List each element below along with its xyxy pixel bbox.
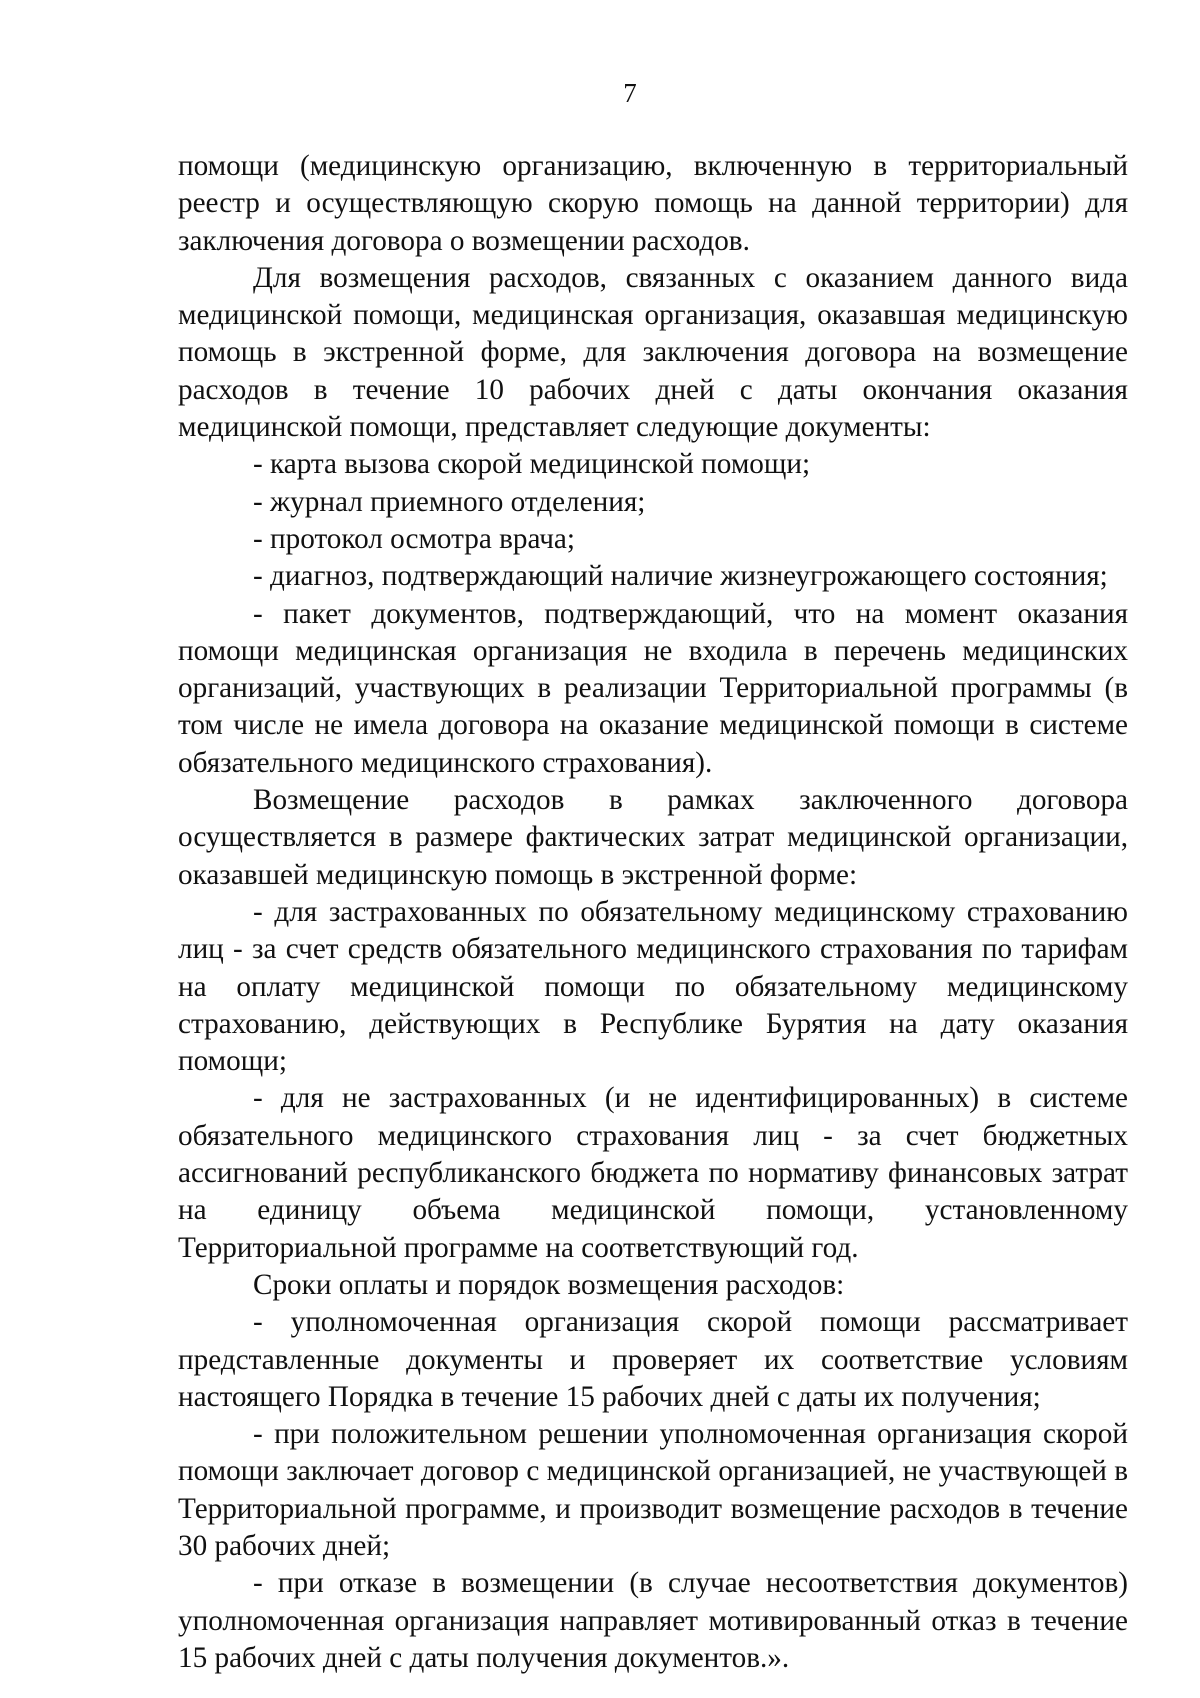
list-item-exam-protocol: - протокол осмотра врача; xyxy=(253,522,575,555)
list-item-review: - уполномоченная организация скорой помощи рассматривает представленные документы и проверяет их соответствие условиям настоящего Порядка в течение 15 рабочих дней с даты их получения; xyxy=(178,1306,1128,1413)
paragraph-reimbursement: Возмещение расходов в рамках заключенного договора осуществляется в размере фактических затрат медицинской организации, оказавшей медицинскую помощь в экстренной форме: xyxy=(178,784,1128,891)
document-body xyxy=(178,148,1128,1677)
paragraph-2: Для возмещения расходов, связанных с оказанием данного вида медицинской помощи, медицинская организация, оказавшая медицинскую помощь в экстренной форме, для заключения договора на возмещение расходов в течение 10 рабочих дней с даты окончания оказания медицинской помощи, представляет следующие документы: xyxy=(178,261,1128,444)
list-item-document-package: - пакет документов, подтверждающий, что на момент оказания помощи медицинская организация не входила в перечень медицинских организаций, участвующих в реализации Территориальной программы (в том числе не имела договора на оказание медицинской помощи в системе обязательного медицинского страхования). xyxy=(178,597,1128,779)
list-item-call-card: - карта вызова скорой медицинской помощи; xyxy=(253,448,811,481)
paragraph-payment-terms: Сроки оплаты и порядок возмещения расходов: xyxy=(253,1268,845,1301)
page-number: 7 xyxy=(623,78,637,108)
paragraph-1: помощи (медицинскую организацию, включенную в территориальный реестр и осуществляющую скорую помощь на данной территории) для заключения договора о возмещении расходов. xyxy=(178,150,1128,257)
list-item-positive-decision: - при положительном решении уполномоченная организация скорой помощи заключает договор с медицинской организацией, не участвующей в Территориальной программе, и производит возмещение расходов в течение 30 рабочих дней; xyxy=(178,1418,1128,1562)
list-item-uninsured: - для не застрахованных (и не идентифицированных) в системе обязательного медицинского страхования лиц - за счет бюджетных ассигнований республиканского бюджета по нормативу финансовых затрат на единицу объема медицинской помощи, установленному Территориальной программе на соответствующий год. xyxy=(178,1082,1128,1264)
list-item-diagnosis: - диагноз, подтверждающий наличие жизнеугрожающего состояния; xyxy=(253,560,1108,593)
list-item-refusal: - при отказе в возмещении (в случае несоответствия документов) уполномоченная организация направляет мотивированный отказ в течение 15 рабочих дней с даты получения документов.». xyxy=(178,1567,1128,1674)
list-item-insured: - для застрахованных по обязательному медицинскому страхованию лиц - за счет средств обязательного медицинского страхования по тарифам на оплату медицинской помощи по обязательному медицинскому страхованию, действующих в Республике Бурятия на дату оказания помощи; xyxy=(178,895,1128,1078)
list-item-admission-log: - журнал приемного отделения; xyxy=(253,485,646,518)
